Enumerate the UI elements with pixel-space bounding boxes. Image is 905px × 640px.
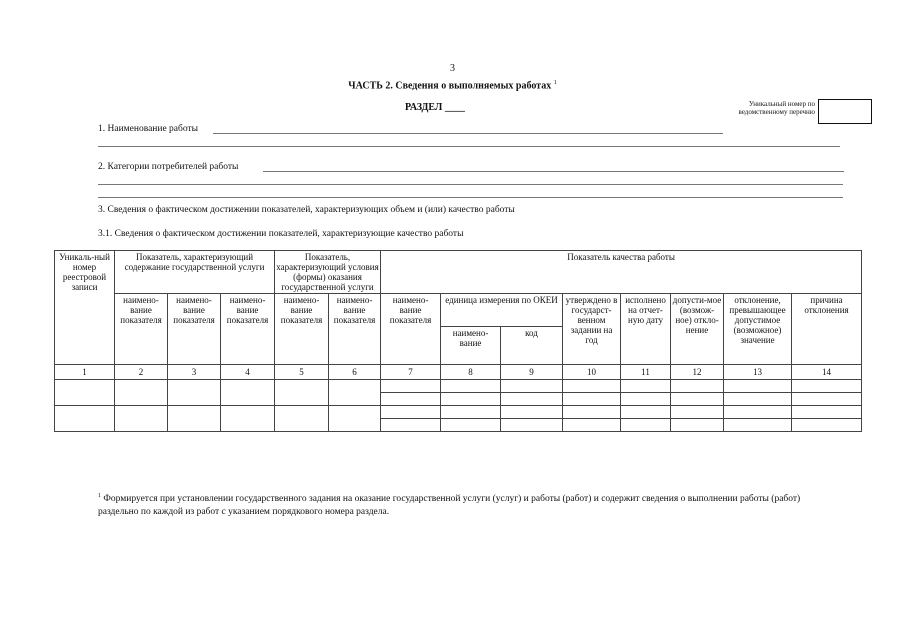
table-cell[interactable] [792,393,862,406]
footnote-text: Формируется при установлении государственного задания на оказание государственной услуги (услуг) и работы (работ) и содержит сведения о выполнении работы (работ) раздельно по каждой из работ с указанием порядкового номера раздела. [98,494,801,518]
table-cell[interactable] [221,406,275,432]
work-name-label: 1. Наименование работы [98,124,199,134]
table-cell[interactable] [275,380,329,406]
table-cell[interactable] [329,406,381,432]
column-number: 10 [563,365,621,380]
table-row[interactable] [55,380,862,393]
table-cell[interactable] [275,406,329,432]
part-title-footnote-mark: 1 [553,80,557,86]
unique-number-label: Уникальный номер по ведомственному перечню [738,100,815,116]
table-cell[interactable] [671,380,724,393]
header-fulfilled: исполнено на отчет-ную дату [621,294,671,365]
header-quality-indicator-group: Показатель качества работы [381,251,862,294]
footnote [98,490,833,519]
consumer-categories-line-2[interactable] [98,184,843,185]
table-cell[interactable] [381,419,441,432]
column-number-row [55,365,862,380]
table-cell[interactable] [563,406,621,419]
column-number: 5 [275,365,329,380]
consumer-categories-line[interactable] [263,171,844,172]
consumer-categories-line-3[interactable] [98,197,843,198]
table-cell[interactable] [724,393,792,406]
quality-indicators-table [54,250,862,432]
header-indicator-name-5: наимено-вание показателя [275,294,329,365]
table-cell[interactable] [671,419,724,432]
table-cell[interactable] [381,393,441,406]
column-number: 12 [671,365,724,380]
table-cell[interactable] [671,406,724,419]
table-row[interactable] [55,406,862,419]
table-cell[interactable] [621,406,671,419]
table-cell[interactable] [563,393,621,406]
header-unit-code: код [501,327,563,365]
column-number: 8 [441,365,501,380]
header-approved: утверждено в государст-венном задании на год [563,294,621,365]
part-title [0,80,905,91]
table-cell[interactable] [329,380,381,406]
table-cell[interactable] [441,419,501,432]
table-cell[interactable] [55,380,115,406]
table-cell[interactable] [381,380,441,393]
table-cell[interactable] [381,406,441,419]
table-cell[interactable] [221,380,275,406]
table-cell[interactable] [792,406,862,419]
part-title-text: ЧАСТЬ 2. Сведения о выполняемых работах [348,80,552,92]
table-cell[interactable] [501,380,563,393]
column-number: 13 [724,365,792,380]
column-number: 6 [329,365,381,380]
table-cell[interactable] [441,406,501,419]
table-cell[interactable] [563,380,621,393]
item-3-1-heading: 3.1. Сведения о фактическом достижении показателей, характеризующие качество работы [98,229,464,239]
header-indicator-name-4: наимено-вание показателя [221,294,275,365]
header-unique-record-number: Уникаль-ный номер реестровой записи [55,251,115,365]
column-number: 4 [221,365,275,380]
header-exceeding-deviation: отклонение, превышающее допустимое (возможное) значение [724,294,792,365]
section-title: РАЗДЕЛ ____ [405,102,465,113]
table-cell[interactable] [168,406,221,432]
table-cell[interactable] [724,419,792,432]
table-cell[interactable] [621,393,671,406]
table-cell[interactable] [724,406,792,419]
unique-number-box[interactable] [818,99,872,124]
item-3-heading: 3. Сведения о фактическом достижении показателей, характеризующих объем и (или) качество работы [98,205,515,215]
header-content-indicator-group: Показатель, характеризующий содержание государственной услуги [115,251,275,294]
header-unit-okei: единица измерения по ОКЕИ [441,294,563,327]
header-indicator-name-6: наимено-вание показателя [329,294,381,365]
table-cell[interactable] [724,380,792,393]
consumer-categories-label: 2. Категории потребителей работы [98,162,239,172]
column-number: 2 [115,365,168,380]
work-name-line[interactable] [213,133,723,134]
table-cell[interactable] [441,393,501,406]
header-conditions-indicator-group: Показатель, характеризующий условия (формы) оказания государственной услуги [276,252,379,292]
table-cell[interactable] [501,419,563,432]
table-cell[interactable] [563,419,621,432]
table-cell[interactable] [621,419,671,432]
column-number: 11 [621,365,671,380]
table-cell[interactable] [792,380,862,393]
column-number: 9 [501,365,563,380]
header-allowed-deviation: допусти-мое (возмож-ное) откло-нение [671,294,724,365]
table-cell[interactable] [115,380,168,406]
table-cell[interactable] [501,393,563,406]
table-cell[interactable] [671,393,724,406]
table-cell[interactable] [115,406,168,432]
column-number: 14 [792,365,862,380]
column-number: 7 [381,365,441,380]
table-cell[interactable] [792,419,862,432]
table-cell[interactable] [168,380,221,406]
table-cell[interactable] [441,380,501,393]
header-indicator-name-2: наимено-вание показателя [115,294,168,365]
column-number: 1 [55,365,115,380]
header-indicator-name-7: наимено-вание показателя [381,294,441,365]
header-indicator-name-3: наимено-вание показателя [168,294,221,365]
table-cell[interactable] [621,380,671,393]
work-name-line-2[interactable] [98,146,840,147]
table-cell[interactable] [501,406,563,419]
header-deviation-reason: причина отклонения [792,294,862,365]
footnote-mark: 1 [98,493,101,499]
header-unit-name: наимено-вание [441,327,501,365]
table-cell[interactable] [55,406,115,432]
page-number: 3 [450,63,455,74]
column-number: 3 [168,365,221,380]
